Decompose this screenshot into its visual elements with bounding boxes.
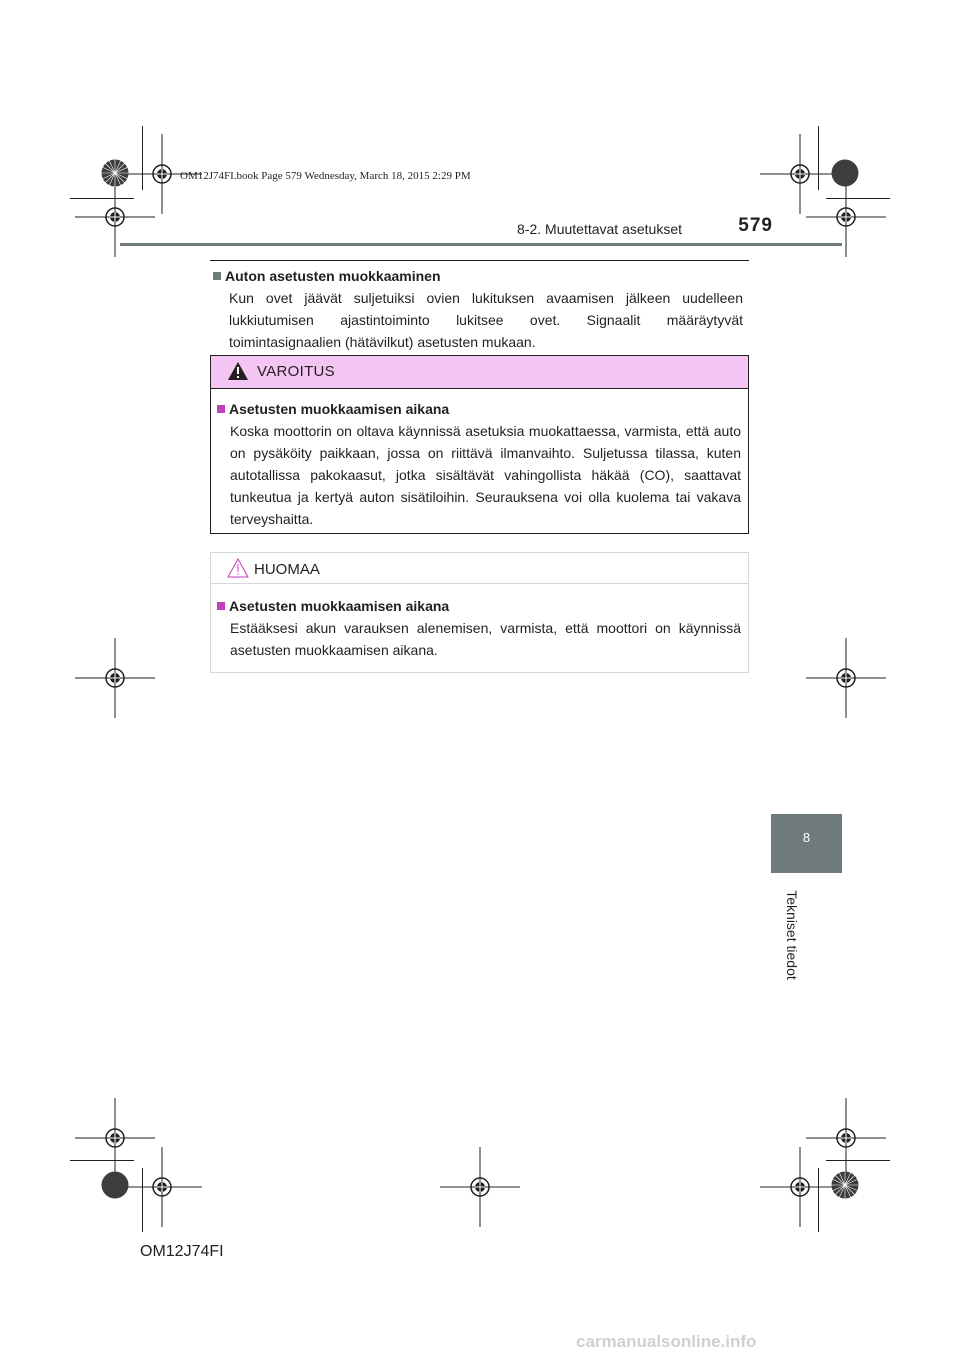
- registration-mark-icon: [122, 1147, 202, 1227]
- section-body: Kun ovet jäävät suljetuiksi ovien lukituksen avaamisen jälkeen uudelleen lukkiutumisen ajastintoiminto lukitsee ovet. Signaalit määräytyvät toimintasignaalien (hätävilkut) asetusten mukaan.: [229, 290, 743, 350]
- warning-box: [210, 355, 749, 534]
- notice-label: HUOMAA: [254, 561, 320, 578]
- section-block: [213, 265, 743, 353]
- registration-mark-icon: [806, 638, 886, 718]
- registration-mark-icon: [440, 1147, 520, 1227]
- notice-body: Estääksesi akun varauksen alenemisen, varmista, että moottori on käynnissä asetusten muokkaamisen aikana.: [230, 620, 741, 658]
- warning-header: [211, 356, 748, 389]
- notice-heading: Asetusten muokkaamisen aikana: [229, 598, 450, 614]
- registration-mark-icon: [75, 638, 155, 718]
- square-bullet-icon: [213, 272, 221, 280]
- section-heading: Auton asetusten muokkaaminen: [225, 268, 441, 284]
- registration-mark-icon: [760, 1147, 840, 1227]
- watermark: carmanualsonline.info: [576, 1332, 757, 1351]
- notice-header: [211, 553, 748, 584]
- chapter-label: Tekniset tiedot: [784, 890, 800, 980]
- warning-heading: Asetusten muokkaamisen aikana: [229, 401, 450, 417]
- section-title: 8-2. Muutettavat asetukset: [517, 221, 682, 237]
- section-rule: [210, 260, 749, 261]
- page-number: 579: [738, 215, 773, 236]
- notice-box: [210, 552, 749, 673]
- registration-rosette-icon: [831, 1171, 859, 1199]
- header-rule: [120, 243, 842, 246]
- registration-rosette-icon: [101, 1171, 129, 1199]
- footer-code: OM12J74FI: [140, 1243, 224, 1260]
- chapter-number: 8: [802, 830, 811, 845]
- print-info: OM12J74FI.book Page 579 Wednesday, March 18, 2015 2:29 PM: [180, 170, 471, 182]
- warning-content: [217, 398, 741, 530]
- square-bullet-icon: [217, 405, 225, 413]
- caution-triangle-icon: [227, 558, 249, 578]
- warning-body: Koska moottorin on oltava käynnissä asetuksia muokattaessa, varmista, että auto on pysäköity paikkaan, jossa on riittävä ilmanvaihto. Suljetussa tilassa, kuten autotallissa pakokaasut, jotka sisältävät vahingollista häkää (CO), saattavat tunkeutua ja kertyä auton sisätiloihin. Seurauksena voi olla kuolema tai vakava terveyshaitta.: [230, 423, 741, 527]
- notice-heading-row: [217, 595, 741, 617]
- warning-heading-row: [217, 398, 741, 420]
- registration-rosette-icon: [831, 159, 859, 187]
- square-bullet-icon: [217, 602, 225, 610]
- section-heading-row: [213, 265, 743, 287]
- notice-content: [217, 595, 741, 661]
- registration-rosette-icon: [101, 159, 129, 187]
- warning-triangle-icon: [227, 361, 249, 381]
- warning-label: VAROITUS: [257, 363, 335, 380]
